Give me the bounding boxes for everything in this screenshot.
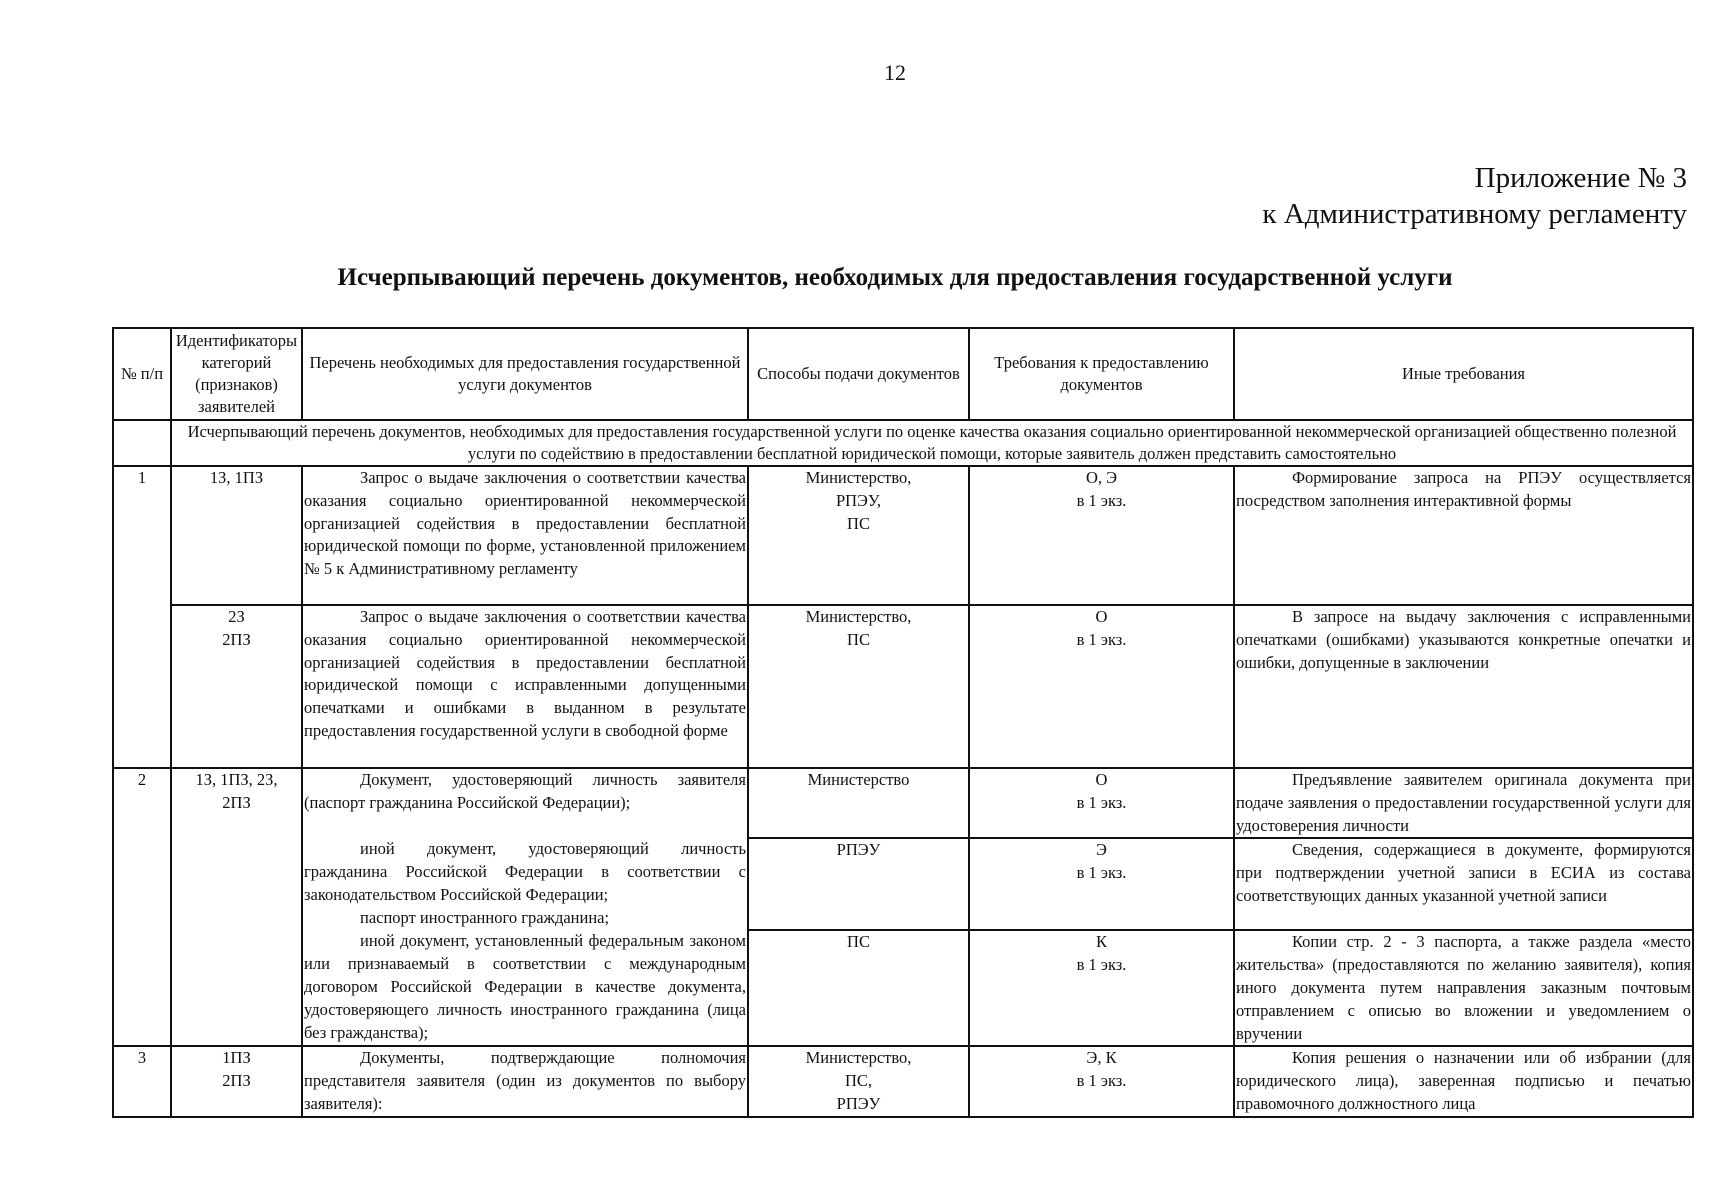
appendix-reference: к Административному регламенту <box>1262 198 1687 230</box>
row-document: иной документ, установленный федеральным законом или признаваемый в соответствии с международным договором Российской Федерации в качестве документа, удостоверяющего личность иностранного гражданина (лица без гражданства); <box>302 930 748 1046</box>
row-other: В запросе на выдачу заключения с исправленными опечатками (ошибками) указываются конкретные опечатки и ошибки, допущенные в заключении <box>1234 605 1693 768</box>
row-requirements: О в 1 экз. <box>969 605 1234 768</box>
header-other: Иные требования <box>1234 328 1693 420</box>
header-methods: Способы подачи документов <box>748 328 969 420</box>
row-document: Запрос о выдаче заключения о соответствии качества оказания социально ориентированной некоммерческой организацией содействия в предоставлении бесплатной юридической помощи по форме, установленной приложением № 5 к Административному регламенту <box>302 466 748 605</box>
row-document: иной документ, удостоверяющий личность гражданина Российской Федерации в соответствии с законодательством Российской Федерации; паспорт иностранного гражданина; <box>302 838 748 930</box>
row-categories: 2З 2ПЗ <box>171 605 302 768</box>
appendix-number: Приложение № 3 <box>1474 162 1687 194</box>
row-requirements: О, Э в 1 экз. <box>969 466 1234 605</box>
row-document: Запрос о выдаче заключения о соответствии качества оказания социально ориентированной некоммерческой организацией содействия в предоставлении бесплатной юридической помощи с исправленными допущенными опечатками и ошибками в выданном в результате предоставления государственной услуги в свободной форме <box>302 605 748 768</box>
row-requirements: Э, К в 1 экз. <box>969 1046 1234 1116</box>
row-number: 2 <box>113 768 171 1046</box>
row-methods: РПЭУ <box>748 838 969 930</box>
row-categories: 1ПЗ 2ПЗ <box>171 1046 302 1116</box>
row-document: Документ, удостоверяющий личность заявителя (паспорт гражданина Российской Федерации); <box>302 768 748 838</box>
header-requirements: Требования к предоставлению документов <box>969 328 1234 420</box>
document-title: Исчерпывающий перечень документов, необходимых для предоставления государственной услуги <box>337 264 1453 291</box>
page-number: 12 <box>884 60 906 85</box>
header-documents: Перечень необходимых для предоставления государственной услуги документов <box>302 328 748 420</box>
row-methods: Министерство <box>748 768 969 838</box>
table-row <box>113 768 1693 838</box>
table-row <box>113 930 1693 1046</box>
row-requirements: О в 1 экз. <box>969 768 1234 838</box>
header-categories: Идентификаторы категорий (признаков) заявителей <box>171 328 302 420</box>
header-num: № п/п <box>113 328 171 420</box>
row-methods: Министерство, ПС, РПЭУ <box>748 1046 969 1116</box>
row-document: Документы, подтверждающие полномочия представителя заявителя (один из документов по выбору заявителя): <box>302 1046 748 1116</box>
appendix-header <box>1262 160 1687 232</box>
row-other: Копия решения о назначении или об избрании (для юридического лица), заверенная подписью и печатью правомочного должностного лица <box>1234 1046 1693 1116</box>
row-number: 1 <box>113 466 171 768</box>
row-other: Сведения, содержащиеся в документе, формируются при подтверждении учетной записи в ЕСИА из состава соответствующих данных указанной учетной записи <box>1234 838 1693 930</box>
table-header-row <box>113 328 1693 420</box>
row-categories: 1З, 1ПЗ, 2З, 2ПЗ <box>171 768 302 1046</box>
section-heading-row <box>113 420 1693 466</box>
row-methods: Министерство, РПЭУ, ПС <box>748 466 969 605</box>
row-requirements: К в 1 экз. <box>969 930 1234 1046</box>
documents-table <box>112 327 1694 1118</box>
row-other: Формирование запроса на РПЭУ осуществляется посредством заполнения интерактивной формы <box>1234 466 1693 605</box>
table-row <box>113 838 1693 930</box>
table-row <box>113 605 1693 768</box>
row-other: Предъявление заявителем оригинала документа при подаче заявления о предоставлении государственной услуги для удостоверения личности <box>1234 768 1693 838</box>
table-row <box>113 1046 1693 1116</box>
row-requirements: Э в 1 экз. <box>969 838 1234 930</box>
row-number: 3 <box>113 1046 171 1116</box>
row-methods: ПС <box>748 930 969 1046</box>
section-heading: Исчерпывающий перечень документов, необходимых для предоставления государственной услуги по оценке качества оказания социально ориентированной некоммерческой организацией общественно полезной услуги по содействию в предоставлении бесплатной юридической помощи, которые заявитель должен представить самостоятельно <box>171 420 1693 466</box>
row-categories: 1З, 1ПЗ <box>171 466 302 605</box>
row-other: Копии стр. 2 - 3 паспорта, а также раздела «место жительства» (предоставляются по желанию заявителя), копия иного документа путем направления заказным почтовым отправлением с описью во вложении и уведомлением о вручении <box>1234 930 1693 1046</box>
row-methods: Министерство, ПС <box>748 605 969 768</box>
table-row <box>113 466 1693 605</box>
